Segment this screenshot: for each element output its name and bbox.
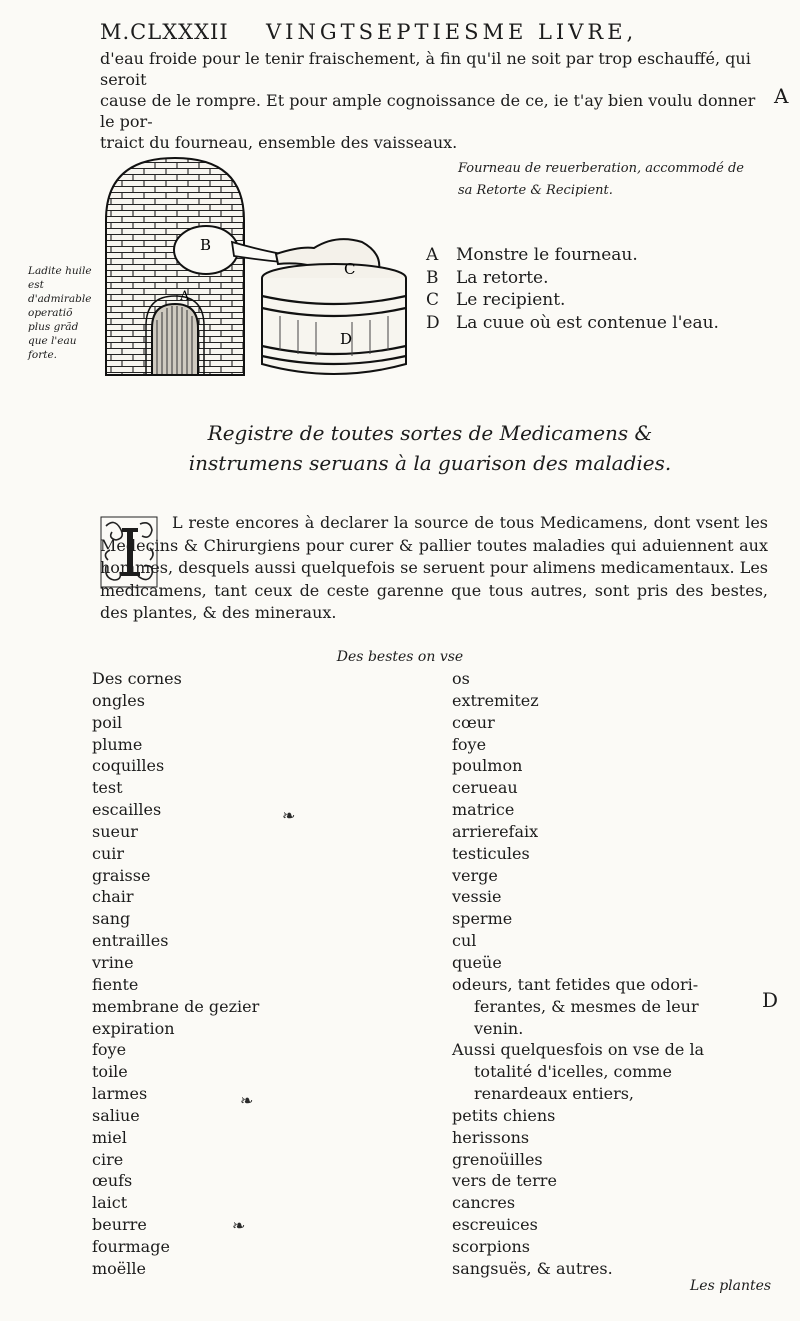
margin-note: Ladite huile est d'admirable operatiõ plus grãd que l'eau forte. bbox=[28, 265, 92, 361]
list-item: escailles bbox=[92, 800, 162, 820]
list-item: foye bbox=[92, 1040, 127, 1060]
list-item: os bbox=[452, 669, 470, 688]
ornament-icon: ❧ bbox=[232, 1216, 246, 1235]
section-title: Registre de toutes sortes de Medicamens & instrumens seruans à la guarison des maladies. bbox=[188, 421, 672, 475]
legend-text: Le recipient. bbox=[456, 290, 566, 310]
list-item: poil bbox=[92, 712, 123, 732]
list-item: Des cornes bbox=[92, 669, 182, 688]
intro-line: traict du fourneau, ensemble des vaisseaux. bbox=[100, 133, 458, 152]
list-item: poulmon bbox=[452, 756, 523, 776]
intro-line: d'eau froide pour le tenir fraischement, à fin qu'il ne soit par trop eschauffé, qui seroit bbox=[100, 49, 751, 89]
list-item: cœur bbox=[452, 712, 495, 732]
body-paragraph: L reste encores à declarer la source de tous Medicamens, dont vsent les Medecins & Chirurgiens pour curer & pallier toutes maladies qui aduiennent aux hommes, desquels aussi quelquefois se seruent pour alimens medicamentaux. Les medicamens, tant ceux de ceste garenne que tous autres, sont pris des bestes, des plantes, & des mineraux. bbox=[100, 513, 768, 622]
list-item: ferantes, & mesmes de leur bbox=[474, 996, 699, 1016]
list-item: vessie bbox=[452, 887, 502, 907]
list-item: moëlle bbox=[92, 1258, 146, 1278]
list-item: grenoüilles bbox=[452, 1149, 543, 1169]
legend-key: A bbox=[426, 245, 439, 265]
list-item: sang bbox=[92, 909, 131, 929]
list-item: fourmage bbox=[92, 1236, 170, 1256]
list-column-right bbox=[452, 668, 752, 1280]
list-item: vrine bbox=[92, 952, 134, 972]
list-item: scorpions bbox=[452, 1236, 530, 1256]
figure-label-d: D bbox=[340, 330, 353, 348]
ornament-icon: ❧ bbox=[282, 806, 296, 825]
list-item: cire bbox=[92, 1149, 124, 1169]
legend-row bbox=[426, 289, 756, 312]
list-item: saliue bbox=[92, 1105, 140, 1125]
list-item: extremitez bbox=[452, 690, 539, 710]
list-item: totalité d'icelles, comme bbox=[474, 1062, 672, 1082]
list-item: expiration bbox=[92, 1018, 175, 1038]
list-item: verge bbox=[452, 865, 498, 885]
list-item: chair bbox=[92, 887, 134, 907]
list-item: sueur bbox=[92, 821, 138, 841]
list-item: vers de terre bbox=[452, 1171, 557, 1191]
legend-text: La cuue où est contenue l'eau. bbox=[456, 312, 719, 333]
list-item: entrailles bbox=[92, 931, 169, 951]
running-title: VINGTSEPTIESME LIVRE, bbox=[266, 20, 638, 44]
list-item: queüe bbox=[452, 952, 502, 972]
legend-text: Monstre le fourneau. bbox=[456, 245, 638, 265]
furnace-drawing bbox=[100, 150, 420, 380]
list-item: œufs bbox=[92, 1171, 133, 1191]
list-item: sperme bbox=[452, 909, 513, 929]
list-item: graisse bbox=[92, 865, 151, 885]
list-item: beurre bbox=[92, 1215, 147, 1235]
intro-line: cause de le rompre. Et pour ample cognoissance de ce, ie t'ay bien voulu donner le por- bbox=[100, 91, 756, 131]
intro-text bbox=[100, 48, 768, 153]
list-item: ongles bbox=[92, 690, 145, 710]
list-item: membrane de gezier bbox=[92, 996, 260, 1016]
list-item: larmes bbox=[92, 1084, 148, 1104]
list-item: coquilles bbox=[92, 756, 165, 776]
furnace-illustration bbox=[100, 150, 420, 380]
list-item: petits chiens bbox=[452, 1105, 556, 1125]
running-header bbox=[100, 20, 638, 44]
list-item: toile bbox=[92, 1062, 128, 1082]
catchword: Les plantes bbox=[690, 1278, 772, 1294]
list-item: testicules bbox=[452, 843, 530, 863]
list-item: cul bbox=[452, 931, 477, 951]
list-title: Des bestes on vse bbox=[336, 649, 464, 665]
list-item: odeurs, tant fetides que odori- bbox=[452, 974, 699, 994]
figure-label-c: C bbox=[344, 260, 356, 278]
list-item: cuir bbox=[92, 843, 125, 863]
ornament-icon: ❧ bbox=[240, 1091, 254, 1110]
legend-key: C bbox=[426, 290, 440, 310]
list-item: escreuices bbox=[452, 1215, 538, 1235]
figure-legend bbox=[426, 244, 756, 334]
list-item: renardeaux entiers, bbox=[474, 1084, 635, 1104]
legend-row bbox=[426, 267, 756, 290]
list-item: test bbox=[92, 778, 123, 798]
legend-key: D bbox=[426, 312, 440, 333]
legend-row bbox=[426, 312, 756, 335]
legend-text: La retorte. bbox=[456, 267, 549, 288]
margin-letter-a: A bbox=[774, 84, 789, 108]
figure-caption: Fourneau de reuerberation, accommodé de sa Retorte & Recipient. bbox=[458, 161, 744, 198]
list-item: laict bbox=[92, 1193, 128, 1213]
list-item: miel bbox=[92, 1127, 127, 1147]
list-item: venin. bbox=[474, 1018, 524, 1038]
list-item: herissons bbox=[452, 1127, 530, 1147]
legend-row bbox=[426, 244, 756, 267]
list-item: cerueau bbox=[452, 778, 518, 798]
list-item: plume bbox=[92, 734, 143, 754]
list-item: arrierefaix bbox=[452, 821, 539, 841]
list-column-left bbox=[92, 668, 402, 1280]
list-item: foye bbox=[452, 734, 487, 754]
legend-key: B bbox=[426, 267, 439, 288]
list-item: Aussi quelquesfois on vse de la bbox=[452, 1040, 705, 1060]
list-item: fiente bbox=[92, 974, 139, 994]
list-item: cancres bbox=[452, 1193, 516, 1213]
margin-letter-d: D bbox=[762, 988, 779, 1012]
folio-number: M.CLXXXII bbox=[100, 20, 229, 44]
list-item: sangsuës, & autres. bbox=[452, 1258, 613, 1278]
figure-label-a: A bbox=[180, 289, 190, 304]
list-item: matrice bbox=[452, 800, 515, 820]
figure-label-b: B bbox=[200, 236, 212, 254]
